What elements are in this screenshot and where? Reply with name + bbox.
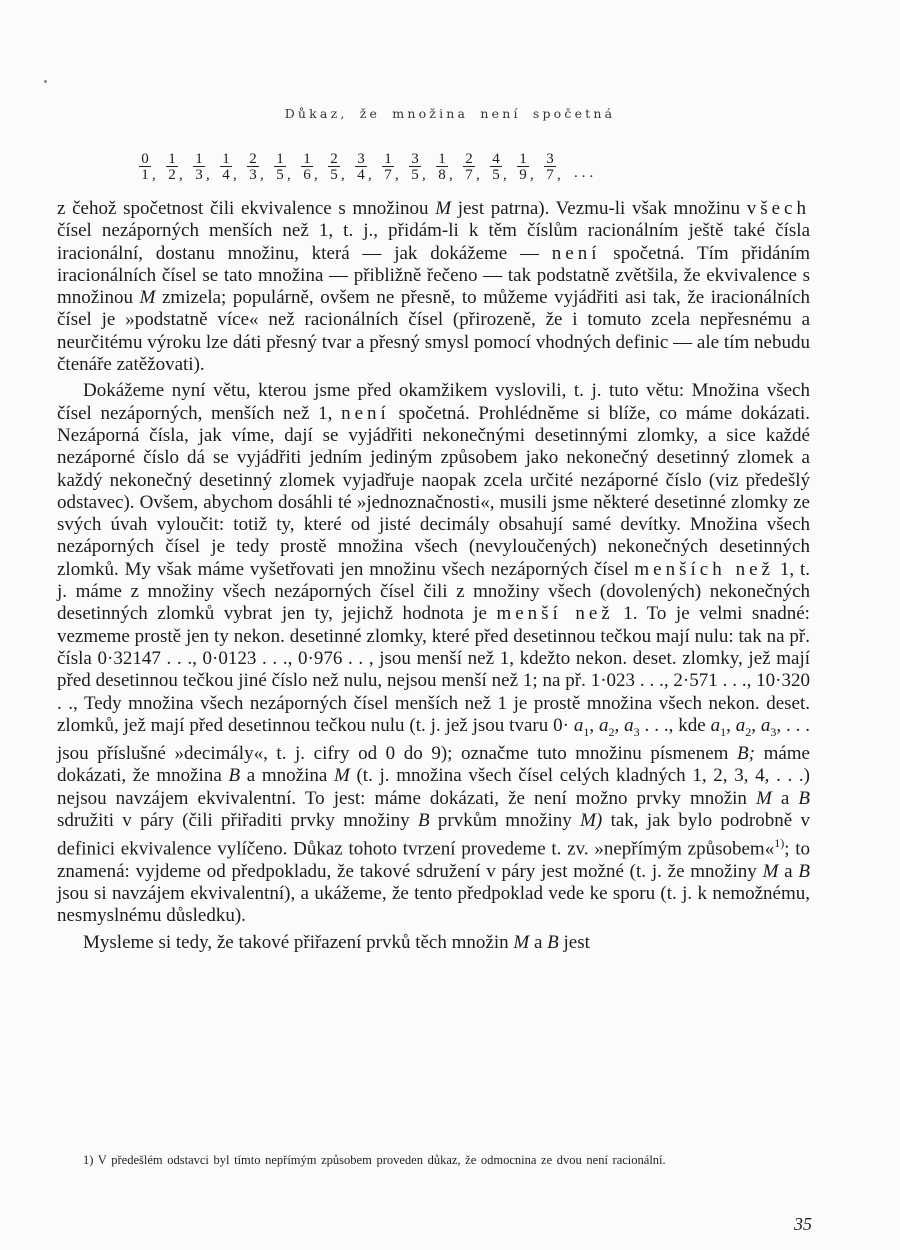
fraction-denominator: 7 bbox=[546, 167, 554, 183]
fraction-numerator: 3 bbox=[409, 152, 421, 167]
math-symbol: a bbox=[760, 714, 771, 736]
fraction-numerator: 4 bbox=[490, 152, 502, 167]
fraction-separator: , bbox=[206, 167, 210, 183]
subscript: 2 bbox=[608, 724, 615, 739]
math-symbol: M) bbox=[580, 809, 603, 831]
math-symbol: a bbox=[710, 714, 721, 736]
fraction-denominator: 5 bbox=[411, 167, 419, 183]
text-run: , bbox=[751, 714, 761, 736]
text-run: spočetná. Prohlédněme si blíže, co máme dokázati. Nezáporná čísla, jak víme, dají se vyjádřiti nekonečnými desetinnými zlomky, a sice každé nezáporné číslo dá se vyjádřiti jedním jediným způsobem jako nekonečný desetinný zlomek a každý nekonečný desetinný zlomek vyjadřuje naopak zcela určité nezáporné číslo (viz předešlý odstavec). Ovšem, abychom dosáhli té »jednoznačnosti«, musili jsme některé desetinné zlomky ze svých úvah vyloučit: totiž ty, které od jisté decimály obsahují samé devítky. Množina všech nezáporných čísel je tedy prostě množina všech (nevyloučených) nekonečných desetinných zlomků. My však máme vyšetřovati jen množinu všech nezáporných čísel bbox=[57, 402, 810, 580]
text-run: tak, jak bylo podrobně v definici ekvivalence vylíčeno. Důkaz tohoto tvrzení provedeme t. zv. »nepřímým způsobem« bbox=[57, 809, 810, 860]
text-run: a bbox=[778, 860, 799, 882]
text-run: , bbox=[589, 714, 599, 736]
paragraph-1 bbox=[57, 198, 810, 376]
text-run: z čehož spočetnost čili ekvivalence s množinou bbox=[57, 198, 436, 219]
fraction bbox=[138, 152, 152, 182]
fraction-numerator: 1 bbox=[382, 152, 394, 167]
math-symbol: M bbox=[333, 765, 350, 787]
fraction bbox=[435, 152, 449, 182]
fraction-denominator: 5 bbox=[492, 167, 500, 183]
footnote bbox=[57, 1150, 810, 1170]
fraction-numerator: 3 bbox=[355, 152, 367, 167]
math-symbol: a bbox=[735, 714, 746, 736]
fraction-separator: , bbox=[341, 167, 345, 183]
text-run: prvkům množiny bbox=[429, 809, 581, 831]
fraction-denominator: 8 bbox=[438, 167, 446, 183]
fraction-denominator: 5 bbox=[330, 167, 338, 183]
fraction bbox=[165, 152, 179, 182]
page-number: 35 bbox=[794, 1214, 812, 1234]
fraction-separator: , bbox=[476, 167, 480, 183]
emphasis-text: není bbox=[341, 402, 390, 424]
fraction bbox=[300, 152, 314, 182]
fraction-denominator: 7 bbox=[384, 167, 392, 183]
math-symbol: B bbox=[417, 809, 430, 831]
fraction-numerator: 2 bbox=[247, 152, 259, 167]
math-symbol: a bbox=[624, 714, 634, 736]
page-speck bbox=[44, 80, 47, 83]
text-run: a bbox=[771, 787, 799, 809]
fraction-sequence bbox=[138, 152, 597, 192]
fraction-numerator: 2 bbox=[328, 152, 340, 167]
fraction bbox=[381, 152, 395, 182]
emphasis-text: všech bbox=[746, 198, 810, 219]
fraction-separator: , bbox=[449, 167, 453, 183]
emphasis-text: není bbox=[551, 242, 601, 264]
fraction bbox=[246, 152, 260, 182]
text-run: . . ., kde bbox=[639, 714, 711, 736]
fraction-numerator: 1 bbox=[193, 152, 205, 167]
math-symbol: B bbox=[798, 860, 810, 882]
fraction-separator: , bbox=[152, 167, 156, 183]
text-run: jest bbox=[558, 931, 590, 953]
fraction-separator: , bbox=[530, 167, 534, 183]
footnote-text: 1) V předešlém odstavci byl tímto nepřímým způsobem proveden důkaz, že odmocnina ze dvou není racionální. bbox=[83, 1153, 666, 1167]
fraction-numerator: 1 bbox=[220, 152, 232, 167]
math-symbol: B bbox=[228, 765, 241, 787]
fraction bbox=[489, 152, 503, 182]
fraction-numerator: 0 bbox=[139, 152, 151, 167]
text-run: Dokážeme nyní větu, kterou jsme před okamžikem vyslovili, t. j. tuto větu: Množina všech čísel nezáporných, menších než 1, bbox=[57, 380, 810, 424]
fraction bbox=[192, 152, 206, 182]
fraction-numerator: 2 bbox=[463, 152, 475, 167]
fraction bbox=[327, 152, 341, 182]
fraction-denominator: 3 bbox=[195, 167, 203, 183]
text-run: (t. j. množina všech čísel celých kladných 1, 2, 3, 4, . . .) nejsou navzájem ekvivalentní. To jest: máme dokázati, že není možno prvky množin bbox=[57, 765, 811, 809]
paragraph-3 bbox=[57, 932, 810, 954]
text-run: ; to znamená: vyjdeme od předpokladu, že takové sdružení v páry jest možné (t. j. že množiny bbox=[57, 838, 810, 882]
fraction-separator: , bbox=[314, 167, 318, 183]
fraction-denominator: 5 bbox=[276, 167, 284, 183]
subscript: 2 bbox=[745, 724, 752, 739]
fraction-separator: , bbox=[557, 167, 561, 183]
text-run: jsou si navzájem ekvivalentní), a ukážeme, že tento předpoklad vede ke sporu (t. j. k nemožnému, nesmyslnému důsledku). bbox=[57, 883, 810, 927]
fraction bbox=[408, 152, 422, 182]
page-body bbox=[57, 198, 810, 954]
running-header: Důkaz, že množina není spočetná bbox=[284, 106, 616, 121]
fraction-ellipsis: ... bbox=[574, 165, 598, 181]
fraction-separator: , bbox=[287, 167, 291, 183]
math-symbol: B; bbox=[737, 742, 755, 764]
math-symbol: M bbox=[756, 787, 772, 809]
text-run: sdružiti v páry (čili přiřaditi prvky množiny bbox=[57, 809, 418, 831]
fraction-denominator: 3 bbox=[249, 167, 257, 183]
text-run: Mysleme si tedy, že takové přiřazení prvků těch množin bbox=[83, 931, 514, 953]
text-run: a bbox=[529, 931, 548, 953]
subscript: 3 bbox=[633, 724, 640, 739]
text-run: , bbox=[726, 714, 736, 736]
subscript: 1 bbox=[720, 724, 727, 739]
fraction-separator: , bbox=[368, 167, 372, 183]
fraction-numerator: 1 bbox=[436, 152, 448, 167]
footnote-ref: 1) bbox=[774, 836, 785, 851]
math-symbol: B bbox=[547, 931, 559, 953]
math-symbol: M bbox=[513, 931, 530, 953]
fraction-numerator: 3 bbox=[544, 152, 556, 167]
text-run: 1, t. j. máme z množiny všech nezáporných čísel čili z množiny všech (dovolených) nekonečných desetinných zlomků vybrat jen ty, jejichž hodnota je bbox=[57, 558, 810, 625]
fraction bbox=[516, 152, 530, 182]
paragraph-2 bbox=[57, 380, 810, 927]
fraction-separator: , bbox=[233, 167, 237, 183]
fraction-denominator: 6 bbox=[303, 167, 311, 183]
math-symbol: M bbox=[139, 287, 156, 309]
fraction bbox=[219, 152, 233, 182]
fraction-separator: , bbox=[179, 167, 183, 183]
fraction-numerator: 1 bbox=[274, 152, 286, 167]
fraction-denominator: 7 bbox=[465, 167, 473, 183]
fraction-numerator: 1 bbox=[166, 152, 178, 167]
text-run: , . . . jsou příslušné »decimály«, t. j. cifry od 0 do 9); označme tuto množinu písmenem bbox=[57, 714, 811, 764]
fraction bbox=[354, 152, 368, 182]
fraction-denominator: 1 bbox=[141, 167, 149, 183]
fraction-denominator: 9 bbox=[519, 167, 527, 183]
fraction-denominator: 4 bbox=[357, 167, 365, 183]
fraction bbox=[462, 152, 476, 182]
fraction-separator: , bbox=[395, 167, 399, 183]
emphasis-text: menší než bbox=[496, 603, 614, 625]
text-run: máme dokázati, že množina bbox=[57, 742, 810, 787]
text-run: čísel nezáporných menších než 1, t. j., přidám-li k těm číslům racionálním ještě také čísla iracionální, dostanu množinu, která — jak dokážeme — bbox=[57, 220, 810, 264]
text-run: jest patrna). Vezmu-li však množinu bbox=[451, 198, 747, 219]
fraction-separator: , bbox=[422, 167, 426, 183]
subscript: 1 bbox=[583, 724, 590, 739]
fraction-denominator: 4 bbox=[222, 167, 230, 183]
text-run: 1. To je velmi snadné: vezmeme prostě jen ty nekon. desetinné zlomky, které před desetinnou tečkou mají nulu: tak na př. čísla 0·32147 . . ., 0·0123 . . ., 0·976 . . , jsou menší než 1, kdežto nekon. deset. zlomky, jež mají před desetinnou tečkou jiné číslo než nulu, nejsou menší než 1; na př. 1·023 . . ., 2·571 . . ., 10·320 . ., Tedy množina všech nezáporných čísel menších než 1 je prostě množina všech nekon. deset. zlomků, jež mají před desetinnou tečkou nulu (t. j. jež jsou tvaru 0· bbox=[57, 603, 810, 736]
fraction-numerator: 1 bbox=[301, 152, 313, 167]
subscript: 3 bbox=[770, 724, 777, 739]
math-symbol: a bbox=[599, 714, 609, 736]
text-run: zmizela; populárně, ovšem ne přesně, to můžeme vyjádřiti asi tak, že iracionálních čísel je »podstatně více« než racionálních čísel (přirozeně, že i tomuto zcela nepřesnému a neurčitému výroku lze dáti přesný tvar a přesný smysl pomocí vhodných definic — ale tím nebudu čtenáře zatěžovati). bbox=[57, 287, 810, 376]
fraction-separator: , bbox=[503, 167, 507, 183]
text-run: a množina bbox=[240, 765, 334, 787]
math-symbol: B bbox=[798, 787, 810, 809]
math-symbol: M bbox=[435, 198, 452, 219]
fraction bbox=[543, 152, 557, 182]
fraction bbox=[273, 152, 287, 182]
text-run: spočetná. Tím přidáním iracionálních čísel se tato množina — přibližně řečeno — tak podstatně zvětšila, že ekvivalence s množinou bbox=[57, 242, 810, 309]
fraction-separator: , bbox=[260, 167, 264, 183]
emphasis-text: menších než bbox=[634, 558, 774, 580]
fraction-numerator: 1 bbox=[517, 152, 529, 167]
fraction-denominator: 2 bbox=[168, 167, 176, 183]
math-symbol: M bbox=[762, 860, 779, 882]
math-symbol: a bbox=[573, 714, 584, 736]
text-run: , bbox=[614, 714, 625, 736]
